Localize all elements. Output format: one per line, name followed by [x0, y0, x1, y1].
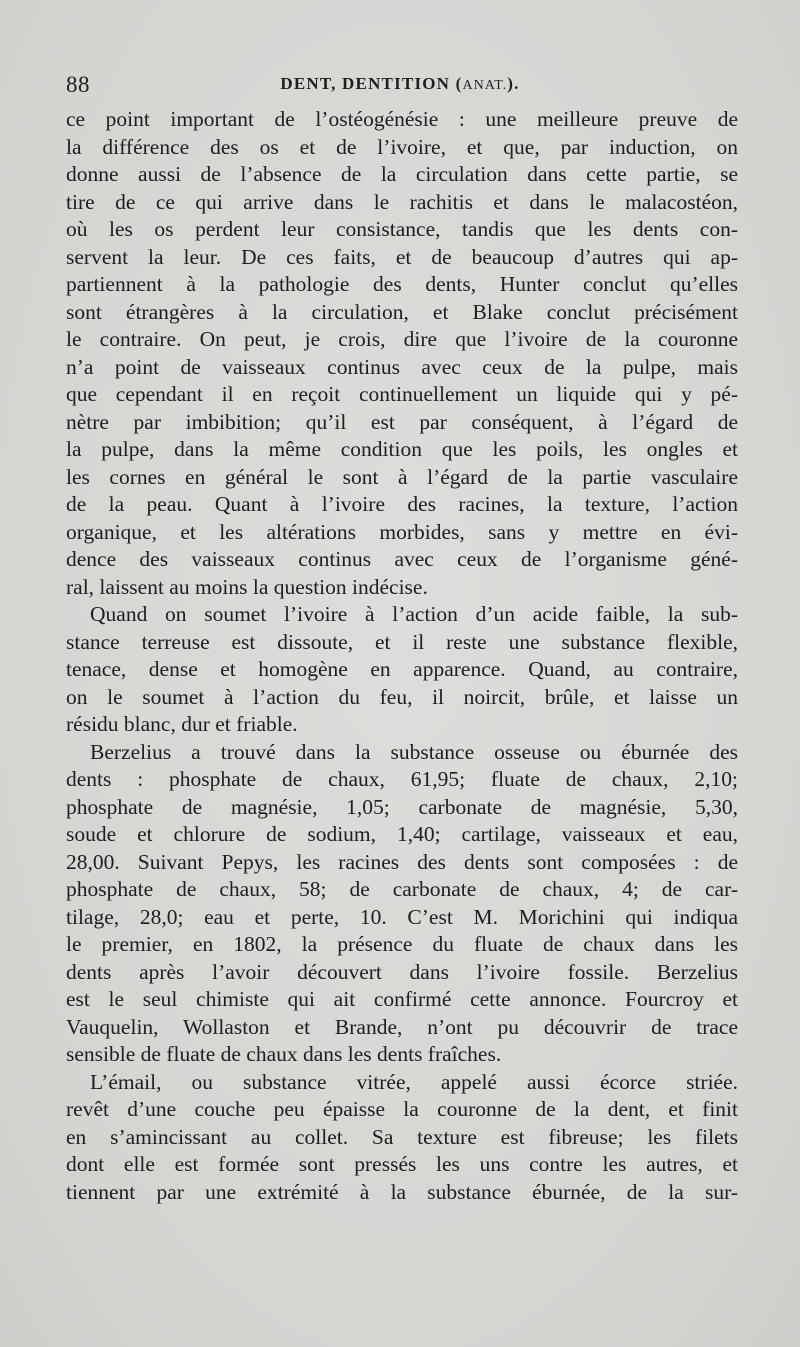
running-head-abbrev: ANAT. — [462, 78, 508, 93]
text-line: dents : phosphate de chaux, 61,95; fluate de chaux, 2,10; — [66, 767, 738, 791]
text-line: dont elle est formée sont pressés les uns contre les autres, et — [66, 1152, 738, 1176]
text-line: que cependant il en reçoit continuellement un liquide qui y pé- — [66, 382, 738, 406]
text-line: de la peau. Quant à l’ivoire des racines, la texture, l’action — [66, 492, 738, 516]
text-line: n’a point de vaisseaux continus avec ceux de la pulpe, mais — [66, 354, 738, 379]
page-number: 88 — [66, 72, 90, 97]
text-line: tiennent par une extrémité à la substance éburnée, de la sur- — [66, 1179, 738, 1204]
text-line: soude et chlorure de sodium, 1,40; cartilage, vaisseaux et eau, — [66, 822, 738, 846]
text-line: revêt d’une couche peu épaisse la couronne de la dent, et finit — [66, 1097, 738, 1121]
text-line: Vauquelin, Wollaston et Brande, n’ont pu découvrir de trace — [66, 1014, 738, 1039]
text-line: phosphate de magnésie, 1,05; carbonate de magnésie, 5,30, — [66, 794, 738, 819]
text-line: dents après l’avoir découvert dans l’ivoire fossile. Berzelius — [66, 959, 738, 984]
text-line: on le soumet à l’action du feu, il noircit, brûle, et laisse un — [66, 684, 738, 709]
text-line: est le seul chimiste qui ait confirmé cette annonce. Fourcroy et — [66, 987, 738, 1011]
text-line: tire de ce qui arrive dans le rachitis et dans le malacostéon, — [66, 189, 738, 214]
text-line: ce point important de l’ostéogénésie : une meilleure preuve de — [66, 107, 738, 131]
text-line: la différence des os et de l’ivoire, et que, par induction, on — [66, 134, 738, 159]
running-head — [66, 74, 734, 94]
text-line: partiennent à la pathologie des dents, Hunter conclut qu’elles — [66, 272, 738, 296]
text-line: 28,00. Suivant Pepys, les racines des dents sont composées : de — [66, 849, 738, 874]
text-line: les cornes en général le sont à l’égard de la partie vasculaire — [66, 464, 738, 489]
text-line: sont étrangères à la circulation, et Blake conclut précisément — [66, 299, 738, 324]
text-line: donne aussi de l’absence de la circulation dans cette partie, se — [66, 162, 738, 186]
text-line: en s’amincissant au collet. Sa texture est fibreuse; les filets — [66, 1124, 738, 1149]
text-line: résidu blanc, dur et friable. — [66, 712, 298, 736]
body-text — [66, 106, 738, 1206]
text-line: Berzelius a trouvé dans la substance osseuse ou éburnée des — [90, 739, 738, 764]
text-line: tilage, 28,0; eau et perte, 10. C’est M. Morichini qui indiqua — [66, 904, 738, 929]
text-line: dence des vaisseaux continus avec ceux de l’organisme géné- — [66, 547, 738, 571]
text-line: tenace, dense et homogène en apparence. Quand, au contraire, — [66, 657, 738, 681]
text-line: servent la leur. De ces faits, et de beaucoup d’autres qui ap- — [66, 244, 738, 269]
text-line: stance terreuse est dissoute, et il reste une substance flexible, — [66, 629, 738, 654]
text-line: la pulpe, dans la même condition que les poils, les ongles et — [66, 437, 738, 461]
page-header — [66, 72, 734, 102]
text-line: phosphate de chaux, 58; de carbonate de chaux, 4; de car- — [66, 877, 738, 901]
text-line: nètre par imbibition; qu’il est par conséquent, à l’égard de — [66, 409, 738, 434]
text-line: sensible de fluate de chaux dans les dents fraîches. — [66, 1042, 502, 1066]
text-line: ral, laissent au moins la question indécise. — [66, 574, 428, 599]
text-line: Quand on soumet l’ivoire à l’action d’un acide faible, la sub- — [90, 602, 738, 626]
text-line: le contraire. On peut, je crois, dire que l’ivoire de la couronne — [66, 327, 738, 351]
text-line: le premier, en 1802, la présence du fluate de chaux dans les — [66, 932, 738, 956]
running-head-close: ). — [507, 74, 520, 93]
running-head-title: DENT, DENTITION ( — [280, 74, 463, 93]
text-line: L’émail, ou substance vitrée, appelé aussi écorce striée. — [90, 1069, 738, 1094]
text-line: où les os perdent leur consistance, tandis que les dents con- — [66, 217, 738, 241]
text-line: organique, et les altérations morbides, sans y mettre en évi- — [66, 519, 738, 544]
